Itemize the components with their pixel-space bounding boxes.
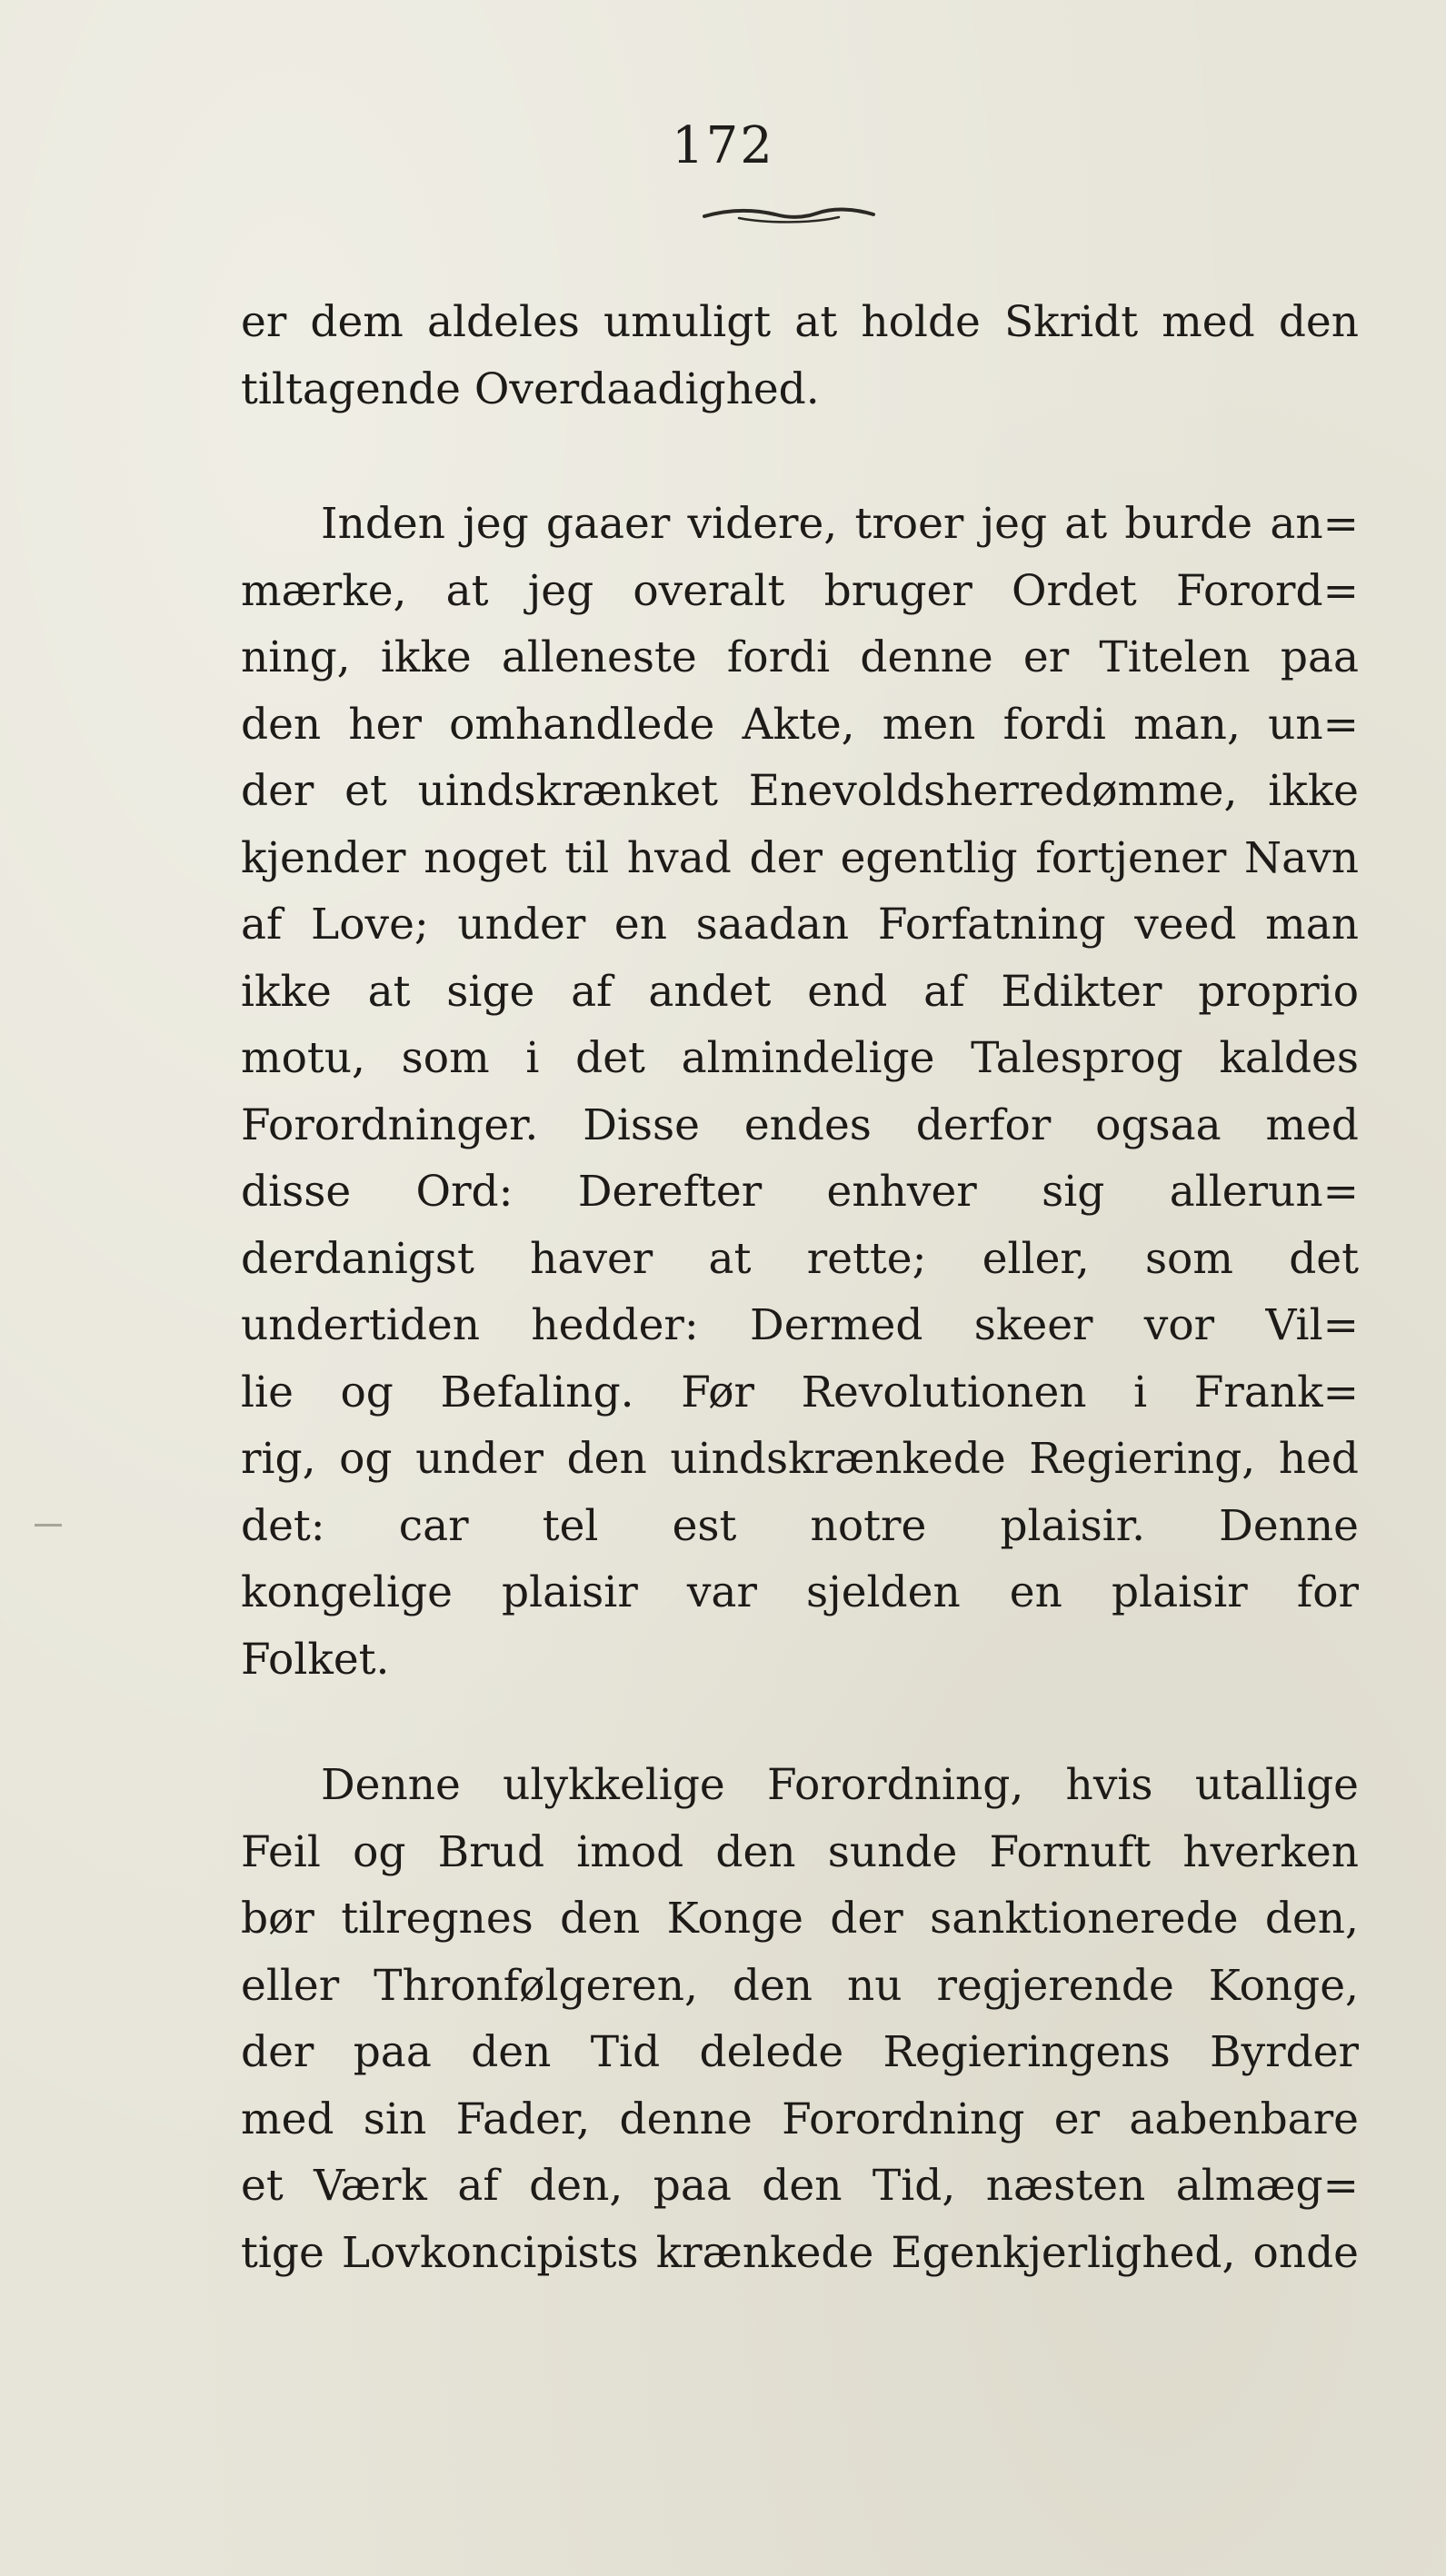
- text-line: mærke, at jeg overalt bruger Ordet Forord=: [241, 565, 1359, 616]
- text-line: tiltagende Overdaadighed.: [241, 363, 820, 414]
- text-line: der et uindskrænket Enevoldsherredømme, ikke: [241, 766, 1359, 816]
- text-line: undertiden hedder: Dermed skeer vor Vil=: [241, 1300, 1359, 1350]
- text-line: Folket.: [241, 1634, 390, 1685]
- text-line: motu, som i det almindelige Talesprog kaldes: [241, 1033, 1359, 1083]
- text-line: Denne ulykkelige Forordning, hvis utallige: [321, 1760, 1359, 1810]
- text-line: tige Lovkoncipists krænkede Egenkjerlighed, onde: [241, 2227, 1359, 2278]
- text-line: ning, ikke alleneste fordi denne er Titelen paa: [241, 632, 1359, 682]
- text-line: derdanigst haver at rette; eller, som det: [241, 1233, 1359, 1284]
- page-number: 172: [672, 116, 774, 175]
- text-line: det: car tel est notre plaisir. Denne: [241, 1500, 1359, 1551]
- text-line: bør tilregnes den Konge der sanktionerede den,: [241, 1894, 1359, 1944]
- text-line: kongelige plaisir var sjelden en plaisir for: [241, 1567, 1359, 1617]
- text-line: eller Thronfølgeren, den nu regjerende Konge,: [241, 1960, 1359, 2011]
- margin-mark: [35, 1524, 62, 1527]
- text-line: et Værk af den, paa den Tid, næsten almæg=: [241, 2161, 1359, 2211]
- paragraph-1: [241, 289, 1359, 423]
- text-line: den her omhandlede Akte, men fordi man, un=: [241, 699, 1359, 750]
- text-line: disse Ord: Derefter enhver sig allerun=: [241, 1167, 1359, 1217]
- text-line: Forordninger. Disse endes derfor ogsaa med: [241, 1099, 1359, 1150]
- text-line: er dem aldeles umuligt at holde Skridt med den: [241, 297, 1359, 347]
- ornament-divider-icon: [703, 202, 875, 229]
- text-line: lie og Befaling. Før Revolutionen i Frank=: [241, 1367, 1359, 1417]
- text-line: Feil og Brud imod den sunde Fornuft hverken: [241, 1826, 1359, 1877]
- text-line: Inden jeg gaaer videre, troer jeg at burde an=: [321, 499, 1359, 549]
- text-line: med sin Fader, denne Forordning er aabenbare: [241, 2094, 1359, 2144]
- text-line: der paa den Tid delede Regieringens Byrder: [241, 2027, 1359, 2077]
- paragraph-2: [241, 491, 1359, 1693]
- text-line: rig, og under den uindskrænkede Regiering, hed: [241, 1434, 1359, 1484]
- text-line: af Love; under en saadan Forfatning veed man: [241, 900, 1359, 950]
- paragraph-3: [241, 1752, 1359, 2286]
- text-line: ikke at sige af andet end af Edikter proprio: [241, 966, 1359, 1017]
- text-line: kjender noget til hvad der egentlig fortjener Navn: [241, 832, 1359, 883]
